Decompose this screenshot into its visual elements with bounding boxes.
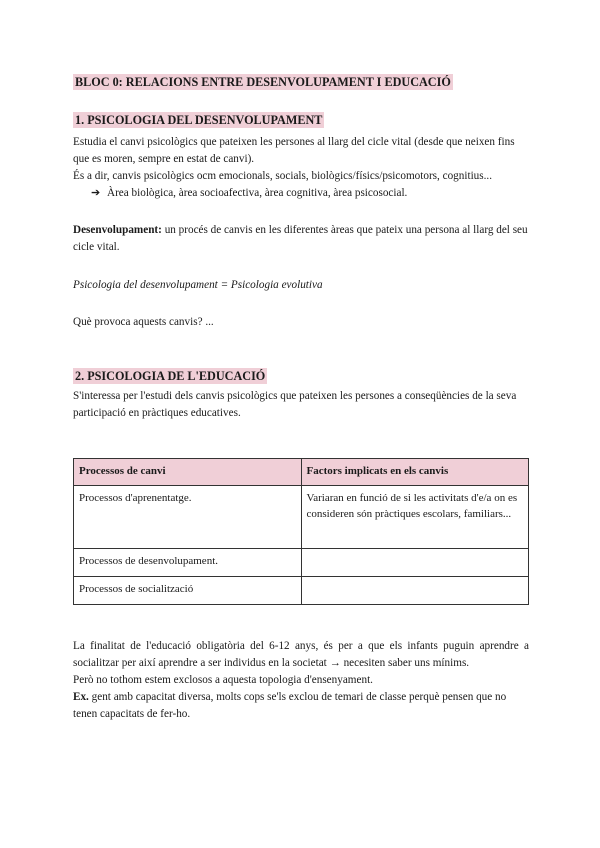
section-2-paragraph: S'interessa per l'estudi dels canvis psicològics que pateixen les persones a conseqüències de la seva participació en pràctiques educatives. [73, 390, 517, 419]
processes-table [73, 458, 529, 605]
definition-block [73, 222, 529, 256]
section-1-paragraph: Estudia el canvi psicològics que pateixen les persones al llarg del cicle vital (desde que neixen fins que es moren, sempre en estat de canvi). [73, 136, 515, 165]
main-heading-block [73, 74, 529, 91]
section-1-title: 1. PSICOLOGIA DEL DESENVOLUPAMENT [75, 113, 323, 127]
example-label: Ex. [73, 691, 89, 703]
table-cell: Processos de desenvolupament. [74, 549, 302, 577]
question-block [73, 314, 529, 331]
table-header-cell: Processos de canvi [74, 459, 302, 486]
table-cell [301, 577, 529, 605]
main-heading: BLOC 0: RELACIONS ENTRE DESENVOLUPAMENT I EDUCACIÓ [75, 75, 451, 89]
table-header-row [74, 459, 529, 486]
equation-text: Psicologia del desenvolupament = Psicologia evolutiva [73, 279, 323, 291]
example-text: gent amb capacitat diversa, molts cops se'ls exclou de temari de classe perquè pensen que no tenen capacitats de fer-ho. [73, 691, 507, 720]
closing-paragraph: La finalitat de l'educació obligatòria del 6-12 anys, és per a que els infants puguin aprendre a socialitzar per així aprendre a ser individus en la societat → necesiten saber uns mínims. [73, 640, 529, 669]
table-header-cell: Factors implicats en els canvis [301, 459, 529, 486]
question-text: Què provoca aquests canvis? ... [73, 316, 214, 328]
table-cell: Variaran en funció de si les activitats d'e/a on es consideren són pràctiques escolars, familiars... [301, 486, 529, 549]
table-cell [301, 549, 529, 577]
table-cell: Processos de socialització [74, 577, 302, 605]
table-block [73, 458, 529, 605]
closing-paragraph-2: Però no tothom estem exclosos a aquesta topologia d'ensenyament. [73, 674, 373, 686]
bullet-text: Àrea biològica, àrea socioafectiva, àrea cognitiva, àrea psicosocial. [107, 187, 408, 199]
equation-block [73, 277, 529, 294]
definition-paragraph [73, 222, 529, 256]
section-2-title: 2. PSICOLOGIA DE L'EDUCACIÓ [75, 369, 266, 383]
closing-block [73, 638, 529, 723]
table-row [74, 577, 529, 605]
table-row [74, 486, 529, 549]
arrow-bullet-icon: ➔ [91, 187, 101, 199]
table-row [74, 549, 529, 577]
section-1 [73, 112, 529, 202]
definition-term: Desenvolupament: [73, 224, 162, 236]
table-cell: Processos d'aprenentatge. [74, 486, 302, 549]
definition-text: un procés de canvis en les diferentes àreas que pateix una persona al llarg del seu cicle vital. [73, 224, 528, 253]
example-paragraph [73, 689, 529, 723]
section-2 [73, 368, 529, 422]
section-1-paragraph-2: És a dir, canvis psicològics ocm emocionals, socials, biològics/físics/psicomotors, cognitius... [73, 170, 493, 182]
section-1-bullet [73, 185, 529, 202]
